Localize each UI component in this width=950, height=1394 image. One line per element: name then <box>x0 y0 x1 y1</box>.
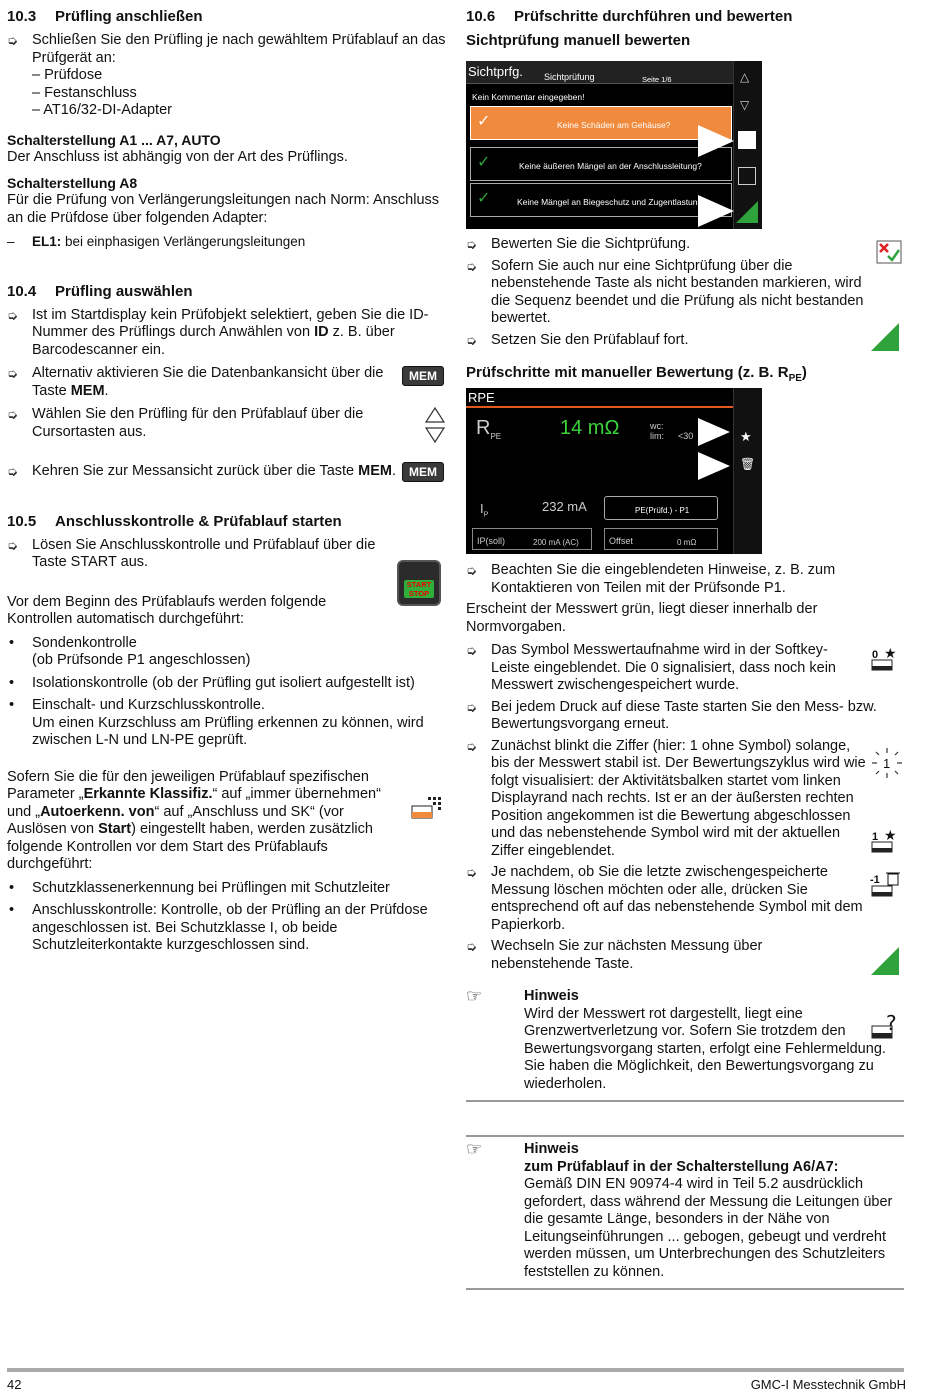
list-item: • Anschlusskontrolle: Kontrolle, ob der Prüfling an der Prüfdose angeschlossen ist. Bei Schutzklasse I, ob beide Schutzleiterkontakte kurzgeschlossen sind. <box>9 902 428 953</box>
arrow-right-icon: ➭ <box>7 537 18 553</box>
arrow-right-icon: ➭ <box>466 332 477 348</box>
a1-heading: Schalterstellung A1 ... A7, AUTO <box>7 131 221 148</box>
inspection-instructions <box>466 236 881 353</box>
list-item: ➭ Beachten Sie die eingeblendeten Hinweise, z. B. zum Kontaktieren von Teilen mit der Prüfsonde P1. <box>466 562 836 596</box>
list-item: • Isolationskontrolle (ob der Prüfling gut isoliert aufgestellt ist) <box>9 674 415 691</box>
cursor-keys-icon <box>424 406 446 444</box>
company-name: GMC-I Messtechnik GmbH <box>750 1377 906 1392</box>
pe-selection-field[interactable]: PE(Prüfd.) - P1 <box>604 496 718 520</box>
list-item: ➭ Schließen Sie den Prüfling je nach gewähltem Prüfablauf an das Prüfgerät an: – Prüfdose – Festanschluss – AT16/32-DI-Adapter <box>7 32 446 118</box>
pointer-arrow-icon <box>698 452 730 480</box>
manual-evaluation-instructions <box>466 562 906 977</box>
list-item: ➭ Setzen Sie den Prüfablauf fort. <box>466 331 689 348</box>
arrow-right-icon: ➭ <box>7 464 18 479</box>
next-step-icon[interactable] <box>871 323 899 351</box>
start-stop-button[interactable]: START STOP <box>397 560 441 606</box>
blinking-digit-icon <box>870 746 904 780</box>
a1-text: Der Anschluss ist abhängig von der Art des Prüflings. <box>7 149 348 165</box>
note-box: ☞ Hinweis Wird der Messwert rot dargestellt, liegt eine Grenzwertverletzung vor. Sofern Sie trotzdem den Bewertungsvorgang starten, erfolgt eine Fehlermeldung. Sie haben die Möglichkeit, den Bewertungsvorgang zu wiederholen. <box>466 986 886 1092</box>
softkey-bar <box>733 61 762 229</box>
mem-button[interactable]: MEM <box>402 462 444 482</box>
right-column <box>466 8 906 54</box>
repeat-evaluation-icon[interactable] <box>870 1012 904 1044</box>
offset-field[interactable]: Offset 0 mΩ <box>604 528 718 550</box>
list-item: ➭ Sofern Sie auch nur eine Sichtprüfung über die nebenstehende Taste als nicht bestanden markieren, wird die Sequenz beendet und die Prüfung als nicht bestanden bewertet. <box>466 257 864 326</box>
list-item: – EL1: bei einphasigen Verlängerungsleitungen <box>7 234 306 249</box>
list-item: ➭ Lösen Sie Anschlusskontrolle und Prüfablauf über die Taste START aus. <box>7 536 376 570</box>
intro-text: Vor dem Beginn des Prüfablaufs werden folgende Kontrollen automatisch durchgeführt: <box>7 593 327 627</box>
section-10-3-heading: 10.3 Prüfling anschließen <box>7 8 203 25</box>
footer-rule <box>7 1368 904 1372</box>
list-item: ➭ Ist im Startdisplay kein Prüfobjekt selektiert, geben Sie die ID-Nummer des Prüflings durch Anwählen von ID z. B. über Barcodescanner ein. <box>7 306 429 358</box>
next-step-icon[interactable] <box>871 947 899 975</box>
section-10-4-heading: 10.4 Prüfling auswählen <box>7 282 193 300</box>
next-step-icon[interactable] <box>736 201 758 223</box>
pointer-arrow-icon <box>698 125 734 157</box>
svg-text:1: 1 <box>872 831 879 843</box>
arrow-right-icon: ➭ <box>466 643 477 658</box>
store-value-icon[interactable] <box>870 828 904 856</box>
note-box: ☞ Hinweis zum Prüfablauf in der Schalterstellung A6/A7: Gemäß DIN EN 90974-4 wird in Teil 5.2 ausdrücklich gefordert, dass während der Messung die Leitungen über die gesamte Länge, besonders in der Nähe von Leitungseinführungen ... gebogen, gebeugt und verdreht werden müssen, um Unterbrechungen des Schutzleiters feststellen zu können. <box>466 1139 893 1280</box>
fail-mark-icon[interactable] <box>738 131 756 149</box>
inspection-row-3[interactable]: ✓ Keine Mängel an Biegeschutz und Zugentlastung? <box>470 183 732 217</box>
measured-value: 14 mΩ <box>560 417 620 439</box>
green-value-text: Erscheint der Messwert grün, liegt dieser innerhalb der Normvorgaben. <box>466 601 818 635</box>
divider <box>466 1288 904 1290</box>
scroll-down-icon[interactable]: ▽ <box>740 98 750 112</box>
list-item: ➭ Bei jedem Druck auf diese Taste starten Sie den Mess- bzw. Bewertungsvorgang erneut. <box>466 698 877 732</box>
pointer-arrow-icon <box>698 418 730 446</box>
list-item: • Sondenkontrolle (ob Prüfsonde P1 angeschlossen) <box>9 634 251 668</box>
a8-text: Für die Prüfung von Verlängerungsleitungen nach Norm: Anschluss an die Prüfdose über folgenden Adapter: <box>7 192 440 226</box>
arrow-right-icon: ➭ <box>466 699 477 715</box>
visual-inspection-title: Sichtprüfung manuell bewerten <box>466 32 691 49</box>
conditions-text: Sofern Sie die für den jeweiligen Prüfablauf spezifischen Parameter „Erkannte Klassifiz.“ auf „immer übernehmen“ und „Autoerkenn. von“ auf „Anschluss und SK“ (vor Auslösen von Start) eingestellt haben, werden zusätzlich folgende Kontrollen vor dem Start des Prüfablaufs durchgeführt: <box>7 768 381 872</box>
manual-evaluation-title: Prüfschritte mit manueller Bewertung (z. B. $R_{PE}$) <box>466 364 807 384</box>
ip-soll-field[interactable]: IP(soll) 200 mA (AC) <box>472 528 592 550</box>
trash-icon[interactable] <box>870 870 904 900</box>
arrow-right-icon: ➭ <box>466 939 477 954</box>
list-item: • Einschalt- und Kurzschlusskontrolle. Um einen Kurzschluss am Prüfling erkennen zu können, wird zwischen L-N und LN-PE geprüft. <box>9 697 424 748</box>
pointing-hand-icon: ☞ <box>466 1139 483 1159</box>
parameter-list-icon <box>410 796 444 822</box>
svg-text:★: ★ <box>884 646 897 662</box>
fail-mark-icon[interactable] <box>876 240 902 264</box>
trash-icon[interactable]: 🗑 <box>740 457 756 471</box>
section-10-6-heading: 10.6 Prüfschritte durchführen und bewerten <box>466 8 793 25</box>
mem-button[interactable]: MEM <box>402 366 444 386</box>
arrow-right-icon: ➭ <box>7 33 18 48</box>
star-icon[interactable]: ★ <box>740 429 752 444</box>
svg-text:1: 1 <box>883 756 891 771</box>
a8-heading: Schalterstellung A8 <box>7 174 138 191</box>
pointing-hand-icon: ☞ <box>466 986 483 1006</box>
section-10-5-heading: 10.5 Anschlusskontrolle & Prüfablauf starten <box>7 512 342 530</box>
softkey-bar <box>733 388 762 554</box>
arrow-right-icon: ➭ <box>7 366 18 381</box>
list-item: ➭ Je nachdem, ob Sie die letzte zwischengespeicherte Messung löschen möchten oder alle, drücken Sie entsprechend oft auf das nebenstehende Symbol mit dem Papierkorb. <box>466 864 863 933</box>
list-item: ➭ Alternativ aktivieren Sie die Datenbankansicht über die Taste MEM. <box>7 365 384 399</box>
list-item: ➭ Wählen Sie den Prüfling für den Prüfablauf über die Cursortasten aus. <box>7 406 364 440</box>
list-item: ➭ Wechseln Sie zur nächsten Messung über nebenstehende Taste. <box>466 938 763 972</box>
rpe-screen: RPE $R_{PE}$ 14 mΩ wc: lim: <30 $I_P$ 232 mA PE(Prüfd.) - P1 IP(soll) 200 mA (AC) Offset 0 mΩ ★ 🗑 <box>466 388 762 554</box>
divider <box>466 1135 904 1137</box>
page-number: 42 <box>7 1377 22 1392</box>
check-icon: ✓ <box>477 154 491 171</box>
list-item: ➭ Zunächst blinkt die Ziffer (hier: 1 ohne Symbol) solange, bis der Messwert stabil ist. Der Bewertungszyklus wird wie folgt visualisiert: der Aktivitätsbalken startet vom linken Displayrand nach rechts. Ist er an der äußersten rechten Position angekommen ist die Bewertung abgeschlossen und das nebenstehende Symbol wird mit der aktuellen Ziffer eingeblendet. <box>466 737 866 859</box>
arrow-right-icon: ➭ <box>466 237 477 252</box>
left-column <box>7 8 447 960</box>
list-item: ➭ Kehren Sie zur Messansicht zurück über die Taste MEM. <box>7 463 397 479</box>
check-icon: ✓ <box>477 190 491 207</box>
divider <box>466 1100 904 1102</box>
svg-text:-1: -1 <box>870 874 880 886</box>
inspection-row-2[interactable]: ✓ Keine äußeren Mängel an der Anschlussleitung? <box>470 147 732 181</box>
inspection-row-1[interactable]: ✓ Keine Schäden am Gehäuse? <box>470 106 732 140</box>
list-item: • Schutzklassenerkennung bei Prüflingen mit Schutzleiter <box>9 879 390 896</box>
arrow-right-icon: ➭ <box>7 407 18 422</box>
check-icon: ✓ <box>477 113 491 130</box>
arrow-right-icon: ➭ <box>466 738 477 754</box>
list-item: ➭ Bewerten Sie die Sichtprüfung. <box>466 236 691 252</box>
visual-inspection-screen: Sichtprfg. Sichtprüfung Seite 1/6 Kein Kommentar eingegeben! ✓ Keine Schäden am Gehäuse? ✓ Keine äußeren Mängel an der Anschlussleitung? ✓ Keine Mängel an Biegeschutz und Zugentlastung? △ ▽ <box>466 61 762 229</box>
arrow-right-icon: ➭ <box>466 865 477 880</box>
svg-text:?: ? <box>886 1012 897 1035</box>
store-value-icon[interactable] <box>870 646 904 674</box>
pointer-arrow-icon <box>698 195 734 227</box>
arrow-right-icon: ➭ <box>466 258 477 274</box>
scroll-up-icon[interactable]: △ <box>740 70 750 84</box>
edit-icon[interactable] <box>738 167 756 185</box>
svg-text:0: 0 <box>872 649 879 661</box>
svg-text:★: ★ <box>884 828 897 844</box>
list-item: ➭ Das Symbol Messwertaufnahme wird in der Softkey-Leiste eingeblendet. Die 0 signalisiert, dass noch kein Messwert zwischengespeichert wurde. <box>466 642 836 693</box>
arrow-right-icon: ➭ <box>7 307 18 323</box>
arrow-right-icon: ➭ <box>466 563 477 578</box>
